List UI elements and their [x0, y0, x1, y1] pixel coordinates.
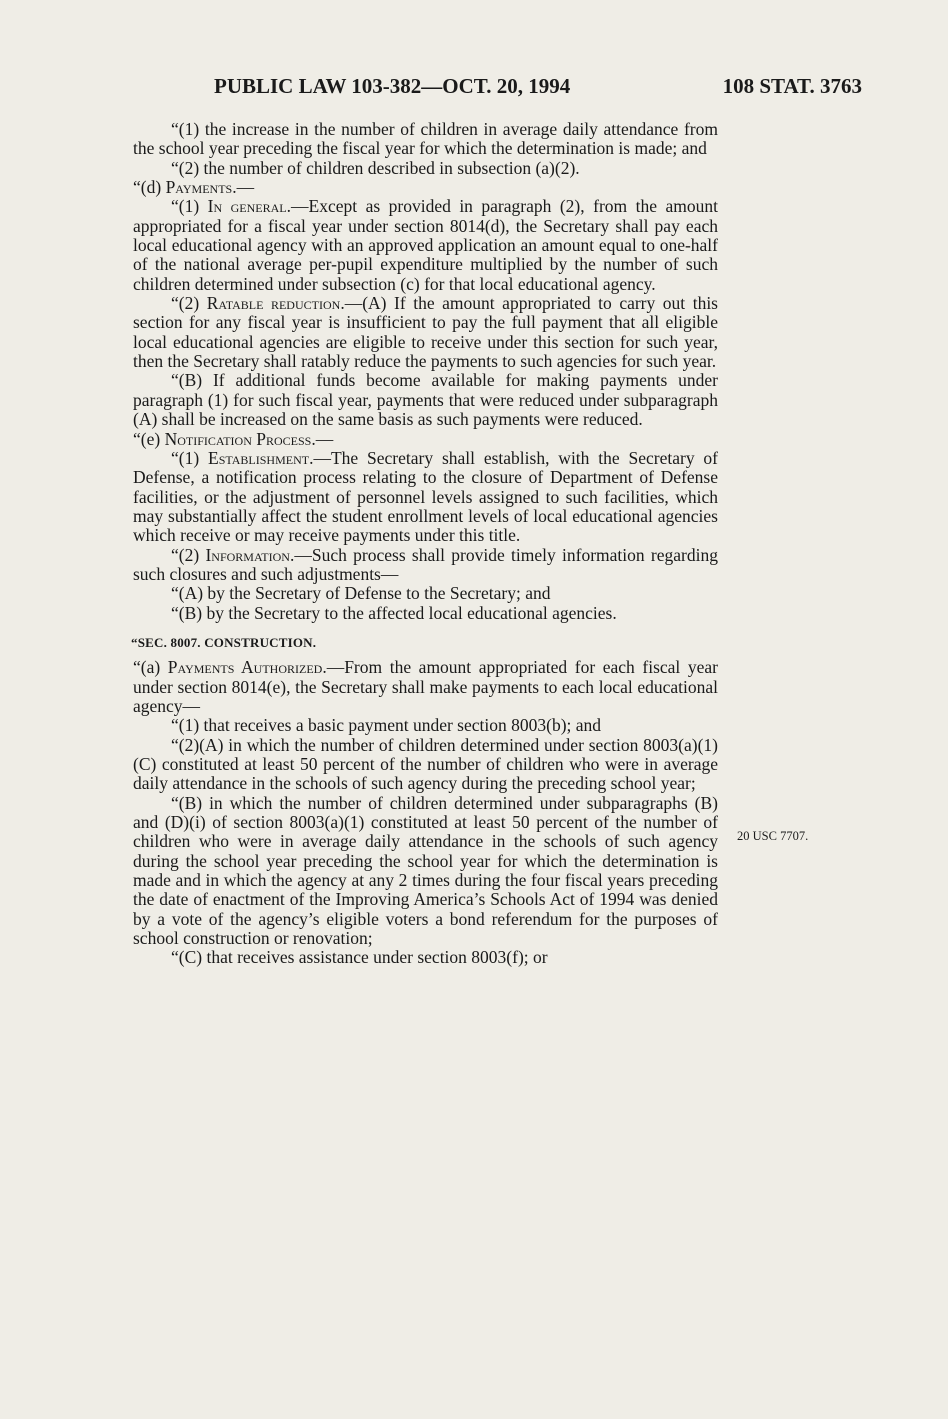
paragraph: [133, 736, 718, 794]
paragraph-text: “(1) the increase in the number of children in average daily attendance from the school year preceding the fiscal year for which the determination is made; and: [133, 119, 718, 159]
paragraph-text: “(B) by the Secretary to the affected local educational agencies.: [171, 602, 617, 623]
paragraph-caption: Information: [205, 544, 290, 565]
paragraph-designator: “(d): [133, 177, 166, 198]
paragraph-text: .—(A) If the amount appropriated to carry out this section for any fiscal year is insufficient to pay the full payment that all eligible local educational agencies are eligible to receive under this section for such year, then the Secretary shall ratably reduce the payments to such agencies for such year.: [133, 293, 718, 372]
section-heading: “SEC. 8007. CONSTRUCTION.: [131, 634, 317, 650]
paragraph-text: “(2) the number of children described in subsection (a)(2).: [171, 157, 580, 178]
paragraph: [133, 584, 718, 603]
paragraph: [133, 794, 718, 949]
header-citation: PUBLIC LAW 103-382—OCT. 20, 1994: [214, 74, 571, 98]
paragraph: [133, 604, 718, 623]
paragraph-designator: “(1): [171, 447, 209, 468]
paragraph: [133, 449, 718, 546]
paragraph-caption: Notification Process: [164, 428, 312, 449]
paragraph: [133, 948, 718, 967]
paragraph-caption: Ratable reduction: [206, 293, 341, 314]
paragraph-text: “(B) If additional funds become available for making payments under paragraph (1) for such fiscal year, payments that were reduced under subparagraph (A) shall be increased on the same basis as such payments were reduced.: [133, 370, 718, 430]
paragraph-designator: “(2): [171, 544, 206, 565]
paragraph-caption: Establishment: [208, 447, 310, 468]
page-header: [214, 74, 862, 104]
paragraph: [133, 371, 718, 429]
paragraph: [133, 658, 718, 716]
paragraph-text: .—: [311, 428, 334, 449]
margin-citation-note: 20 USC 7707.: [737, 829, 809, 843]
paragraph: [133, 178, 718, 197]
paragraph-text: “(2)(A) in which the number of children determined under section 8003(a)(1)(C) constituted at least 50 percent of the number of children who were in average daily attendance in the schools of such agency during the preceding school year;: [133, 734, 718, 794]
paragraph-text: .—Such process shall provide timely information regarding such closures and such adjustments—: [133, 544, 718, 584]
paragraph: [133, 546, 718, 585]
paragraph-text: “(A) by the Secretary of Defense to the Secretary; and: [171, 583, 551, 604]
paragraph: [133, 430, 718, 449]
header-stat-page: 108 STAT. 3763: [722, 74, 862, 98]
paragraph-designator: “(a): [133, 657, 168, 678]
section-text-block: [133, 658, 718, 968]
paragraph-caption: Payments: [165, 177, 233, 198]
paragraph-text: “(1) that receives a basic payment under section 8003(b); and: [171, 715, 602, 736]
paragraph-text: .—: [232, 177, 255, 198]
paragraph: [133, 294, 718, 371]
paragraph-text: .—From the amount appropriated for each fiscal year under section 8014(e), the Secretary shall make payments to each local educational agency—: [133, 657, 718, 716]
paragraph-text: “(B) in which the number of children determined under subparagraphs (B) and (D)(i) of section 8003(a)(1) constituted at least 50 percent of the number of children who were in average daily attendance in the schools of such agency during the school year preceding the school year for which the determination is made and in which the agency at any 2 times during the four fiscal years preceding the date of enactment of the Improving America’s Schools Act of 1994 was denied by a vote of the agency’s eligible voters a bond referendum for the purposes of school construction or renovation;: [133, 792, 718, 949]
paragraph-designator: “(e): [133, 428, 165, 449]
document-body: [133, 120, 718, 968]
paragraph-text: “(C) that receives assistance under section 8003(f); or: [171, 947, 548, 968]
paragraph: [133, 197, 718, 294]
paragraph-text: .—Except as provided in paragraph (2), from the amount appropriated for a fiscal year under section 8014(d), the Secretary shall pay each local educational agency with an approved application an amount equal to one-half of the national average per-pupil expenditure multiplied by the number of such children determined under subsection (c) for that local educational agency.: [133, 196, 718, 294]
paragraph-caption: Payments Authorized: [167, 657, 323, 678]
paragraph: [133, 159, 718, 178]
paragraph-designator: “(1): [171, 196, 208, 217]
paragraph: [133, 120, 718, 159]
paragraph-designator: “(2): [171, 293, 207, 314]
paragraph-caption: In general: [207, 196, 287, 217]
subsection-text-block: [133, 120, 718, 623]
paragraph-text: .—The Secretary shall establish, with the Secretary of Defense, a notification process relating to the closure of Department of Defense facilities, or the adjustment of personnel levels assigned to such facilities, which may substantially affect the student enrollment levels of local educational agencies which receive or may receive payments under this title.: [133, 447, 718, 546]
paragraph: [133, 716, 718, 735]
